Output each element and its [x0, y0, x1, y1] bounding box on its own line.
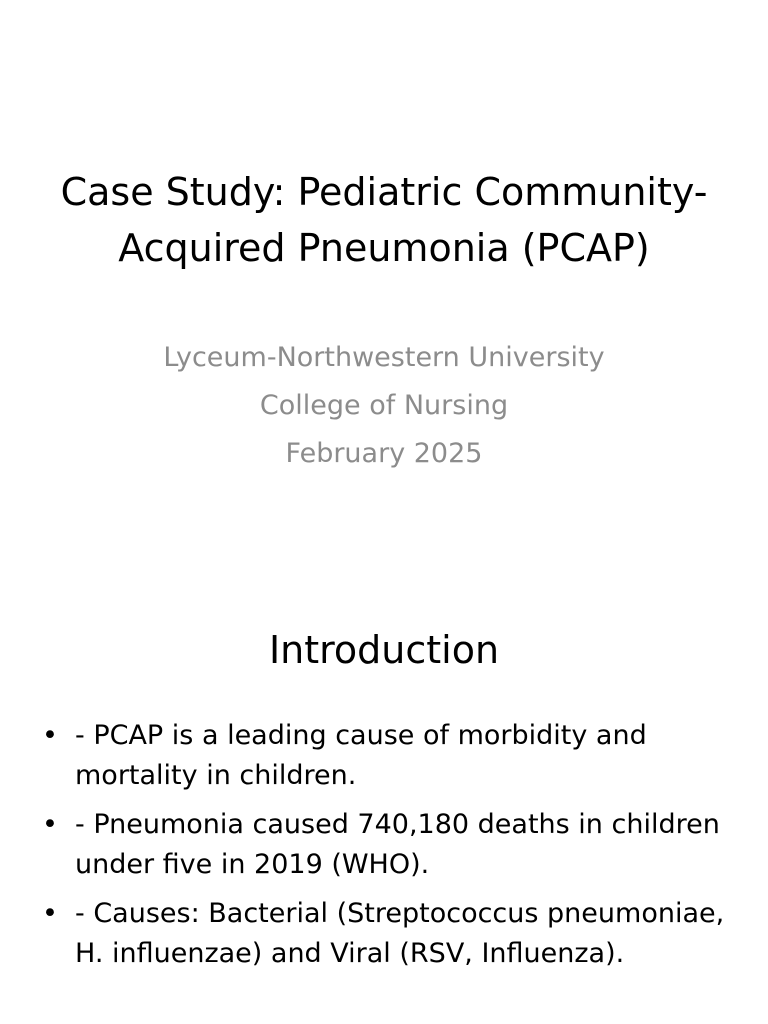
- list-item: [40, 805, 730, 885]
- bullet-icon: •: [42, 720, 58, 751]
- subtitle-date: February 2025: [285, 438, 483, 469]
- bullet-icon: •: [42, 809, 58, 840]
- bullet-text: - Pneumonia caused 740,180 deaths in children under five in 2019 (WHO).: [75, 809, 720, 880]
- subtitle-block: [40, 334, 728, 478]
- slide-heading: Introduction: [268, 628, 500, 672]
- slide-title: Case Study: Pediatric Community-Acquired Pneumonia (PCAP): [60, 170, 708, 270]
- bullet-list: [40, 716, 730, 983]
- title-block: [40, 164, 728, 276]
- bullet-icon: •: [42, 898, 58, 929]
- list-item: [40, 894, 730, 974]
- bullet-text: - Causes: Bacterial (Streptococcus pneumoniae, H. influenzae) and Viral (RSV, Influenza).: [75, 898, 725, 969]
- list-item: [40, 716, 730, 796]
- subtitle-university: Lyceum-Northwestern University: [163, 342, 605, 373]
- bullet-text: - PCAP is a leading cause of morbidity and mortality in children.: [75, 720, 647, 791]
- introduction-slide: [0, 576, 768, 1024]
- subtitle-college: College of Nursing: [259, 390, 509, 421]
